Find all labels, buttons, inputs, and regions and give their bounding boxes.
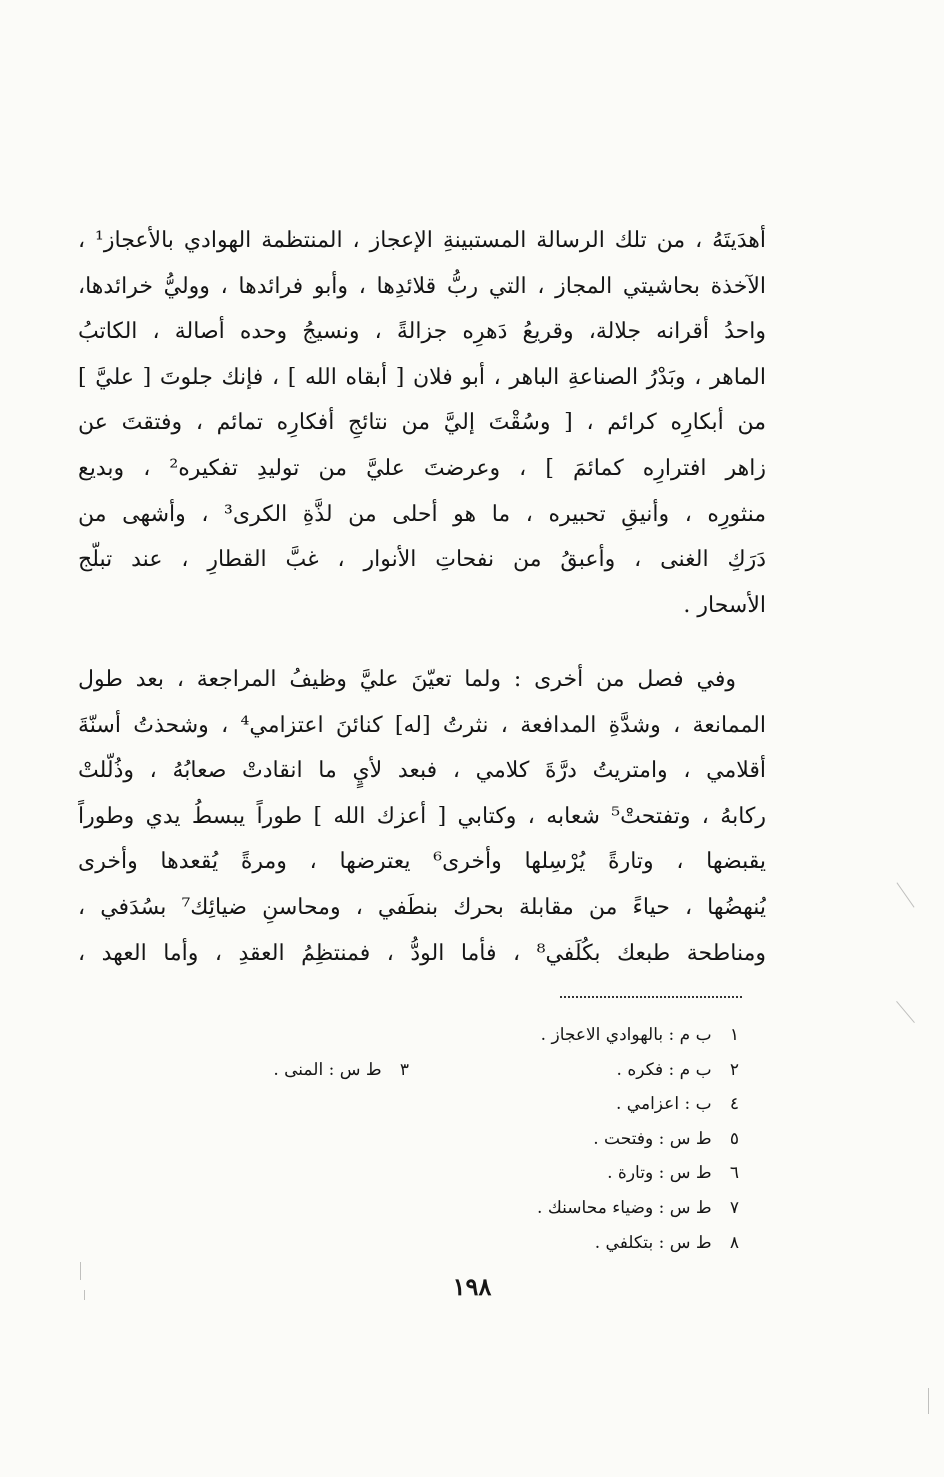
footnote-item — [219, 1087, 739, 1122]
text-line: دَرَكِ الغنى ، وأعبقُ من نفحاتِ الأنوار ، غبَّ القطارِ ، عند تبلّج — [78, 547, 766, 573]
scan-speck — [84, 1290, 85, 1300]
footnotes — [219, 1018, 739, 1260]
text-line: منثورِه ، وأنيقِ تحبيره ، ما هو أحلى من لذَّةِ الكرى³ ، وأشهى من — [78, 501, 766, 527]
footnote-text: ط س : المنى . — [273, 1059, 382, 1080]
text-line: من أبكارِه كرائم ، [ وسُقْتَ إليَّ من نتائجِ أفكارِه تمائم ، وفتقتَ عن — [78, 410, 766, 436]
footnote-text: ب م : فكره . — [616, 1059, 712, 1080]
footnote-text: ط س : وضياء محاسنك . — [537, 1197, 712, 1218]
scan-speck — [896, 882, 914, 907]
text-line: وفي فصل من أخرى : ولما تعيّنَ عليَّ وظيفُ المراجعة ، بعد طول — [78, 667, 736, 692]
text-line: ومناطحة طبعك بكُلَفي⁸ ، فأما الودُّ ، فمنتظِمُ العقدِ ، وأما العهد ، — [78, 940, 766, 966]
text-line: ركابهُ ، وتفتحتْ⁵ شعابه ، وكتابي [ أعزك الله ] طوراً يبسطُ يدي وطوراً — [78, 803, 766, 829]
text-line: الأسحار . — [683, 592, 766, 618]
paragraph-1 — [78, 218, 766, 628]
page-number: ١٩٨ — [452, 1272, 492, 1301]
footnote-item — [219, 1156, 739, 1191]
footnote-item — [219, 1053, 739, 1088]
text-line: الممانعة ، وشدَّةِ المدافعة ، نثرتُ [له] كنائنَ اعتزامي⁴ ، وشحذتُ أسنّةَ — [78, 712, 766, 738]
scan-speck — [896, 1001, 915, 1023]
text-line: أقلامي ، وامتريتُ درَّةَ كلامي ، فبعد لأيٍ ما انقادتْ صعابُهُ ، وذُلّلتْ — [78, 758, 766, 784]
footnote-number: ٢ — [729, 1059, 739, 1080]
footnote-text: ب م : بالهوادي الاعجاز . — [540, 1025, 712, 1045]
footnote-item — [219, 1191, 739, 1226]
footnote-number: ٣ — [399, 1059, 409, 1080]
scan-speck — [80, 1262, 81, 1280]
text-line: يُنهضُها ، حياءً من مقابلة بحرك بنطَفي ، ومحاسنِ ضيائِك⁷ بسُدَفي ، — [78, 894, 766, 920]
text-line: زاهر افترارِه كمائمَ ] ، وعرضتَ عليَّ من توليدِ تفكيره² ، وبديع — [78, 455, 766, 481]
footnote-item-inline — [273, 1053, 409, 1088]
footnote-number: ١ — [729, 1025, 739, 1045]
text-line: أهدَيتَهُ ، من تلك الرسالة المستبينةِ الإعجاز ، المنتظمة الهوادي بالأعجاز¹ ، — [78, 228, 766, 253]
footnote-number: ٥ — [729, 1128, 739, 1149]
text-line: الماهر ، وبَدْرُ الصناعةِ الباهر ، أبو فلان [ أبقاه الله ] ، فإنك جلوتَ [ عليَّ ] — [78, 364, 766, 390]
footnote-text: ط س : بتكلفي . — [594, 1232, 712, 1253]
footnote-text: ط س : وفتحت . — [593, 1128, 712, 1149]
footnote-number: ٦ — [729, 1163, 739, 1184]
footnote-item — [219, 1122, 739, 1157]
footnote-text: ط س : وتارة . — [607, 1163, 712, 1184]
footnote-number: ٤ — [729, 1094, 739, 1115]
paragraph-2 — [78, 657, 766, 976]
footnote-number: ٧ — [729, 1197, 739, 1218]
text-line: واحدُ أقرانه جلالة، وقريعُ دَهرِه جزالةً ، ونسيجُ وحده أصالة ، الكاتبُ — [78, 319, 766, 345]
footnote-item — [219, 1018, 739, 1053]
footnote-text: ب : اعزامي . — [616, 1094, 712, 1115]
footnote-item — [219, 1226, 739, 1261]
scan-speck — [928, 1388, 929, 1414]
footnote-number: ٨ — [729, 1232, 739, 1253]
text-line: الآخذة بحاشيتي المجاز ، التي ربُّ قلائدِها ، وأبو فرائدها ، ووليُّ خرائدها، — [78, 273, 766, 299]
text-line: يقبضها ، وتارةً يُرْسِلها وأخرى⁶ يعترضها ، ومرةً يُقعدها وأخرى — [78, 849, 766, 875]
footnote-divider — [560, 996, 742, 998]
